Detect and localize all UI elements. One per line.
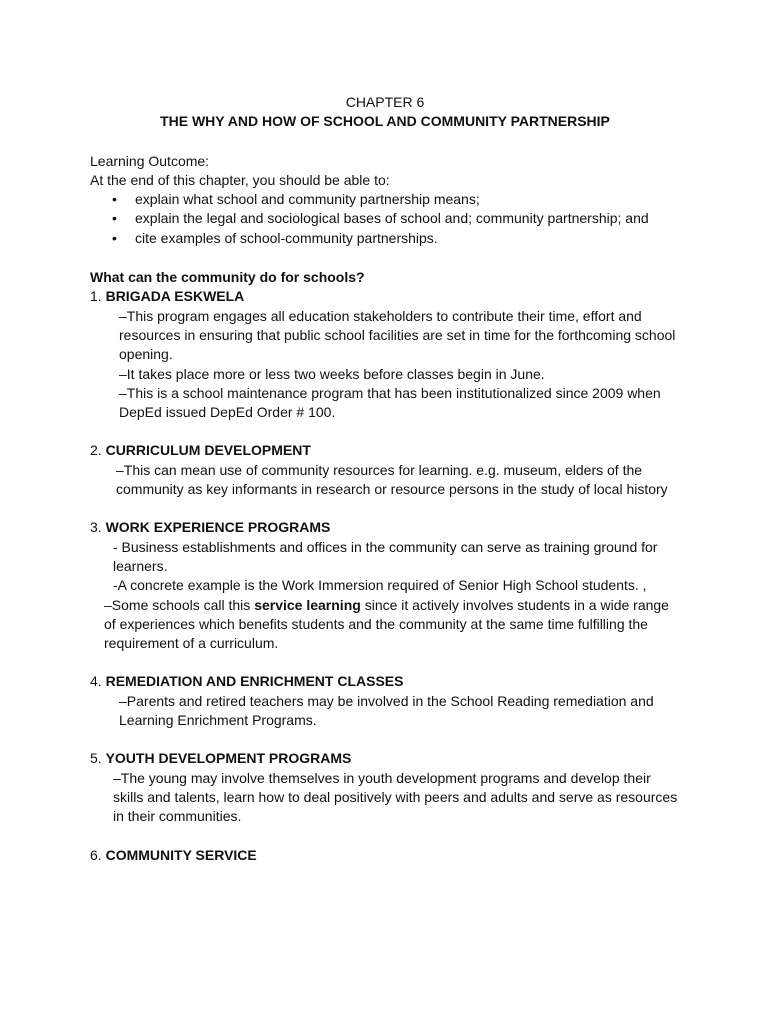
section-title: BRIGADA ESKWELA — [105, 288, 245, 305]
learning-outcome-intro: At the end of this chapter, you should be able to: — [90, 171, 390, 188]
spacer — [90, 653, 680, 672]
section-number: 3. — [90, 519, 102, 536]
paragraph-text-before: –Some schools call this — [104, 596, 255, 613]
bullet-icon: • — [112, 229, 117, 246]
spacer — [90, 499, 680, 518]
section-heading — [90, 846, 680, 865]
service-learning-paragraph — [90, 596, 680, 654]
bullet-icon: • — [112, 191, 117, 208]
section-title: WORK EXPERIENCE PROGRAMS — [105, 519, 331, 536]
section-question: What can the community do for schools? — [90, 269, 365, 286]
section-heading — [90, 749, 680, 768]
section-title: REMEDIATION AND ENRICHMENT CLASSES — [105, 673, 404, 690]
chapter-label: CHAPTER 6 — [345, 94, 425, 110]
spacer — [90, 730, 680, 749]
section-paragraph: - Business establishments and offices in the community can serve as training ground for learners. — [113, 538, 658, 574]
section-paragraph: –Parents and retired teachers may be involved in the School Reading remediation and Learning Enrichment Programs. — [119, 692, 654, 729]
list-item — [90, 209, 680, 228]
section-heading — [90, 518, 680, 537]
learning-outcome-label: Learning Outcome: — [90, 152, 210, 169]
section-paragraph: –The young may involve themselves in youth development programs and develop their skills and talents, learn how to deal positively with peers and adults and serve as resources in their communities. — [113, 769, 678, 825]
section-paragraph: –This is a school maintenance program that has been institutionalized since 2009 when DepEd issued DepEd Order # 100. — [119, 384, 661, 421]
list-item-text: cite examples of school-community partnerships. — [135, 229, 438, 246]
section-title: CURRICULUM DEVELOPMENT — [105, 442, 311, 459]
paragraph-text-after: since it actively involves students in a wide range of experiences which benefits students and the community at the same time fulfilling the requirement of a curriculum. — [104, 596, 669, 652]
section-number: 6. — [90, 846, 102, 863]
list-item-text: explain the legal and sociological bases of school and; community partnership; and — [135, 210, 649, 227]
list-item — [90, 190, 680, 209]
section-number: 1. — [90, 288, 102, 305]
list-item — [90, 229, 680, 248]
section-title: COMMUNITY SERVICE — [105, 846, 257, 863]
section-paragraph: -A concrete example is the Work Immersion required of Senior High School students. , — [113, 577, 647, 594]
section-title: YOUTH DEVELOPMENT PROGRAMS — [105, 750, 352, 767]
spacer — [90, 827, 680, 846]
document-body — [90, 93, 680, 865]
learning-outcome-list — [90, 190, 680, 248]
section-paragraph: –This program engages all education stakeholders to contribute their time, effort and resources in ensuring that public school facilities are set in time for the forthcoming school opening. — [119, 307, 676, 363]
section-heading — [90, 287, 680, 306]
section-heading — [90, 672, 680, 691]
section-paragraph: –It takes place more or less two weeks before classes begin in June. — [119, 365, 545, 382]
bullet-icon: • — [112, 210, 117, 227]
section-paragraph: –This can mean use of community resources for learning. e.g. museum, elders of the community as key informants in research or resource persons in the study of local history — [116, 461, 668, 498]
section-heading — [90, 441, 680, 460]
section-number: 5. — [90, 750, 102, 767]
chapter-title: THE WHY AND HOW OF SCHOOL AND COMMUNITY PARTNERSHIP — [160, 113, 610, 130]
list-item-text: explain what school and community partnership means; — [135, 191, 480, 208]
spacer — [90, 422, 680, 441]
service-learning-term: service learning — [254, 596, 361, 613]
section-number: 4. — [90, 673, 102, 690]
section-number: 2. — [90, 442, 102, 459]
